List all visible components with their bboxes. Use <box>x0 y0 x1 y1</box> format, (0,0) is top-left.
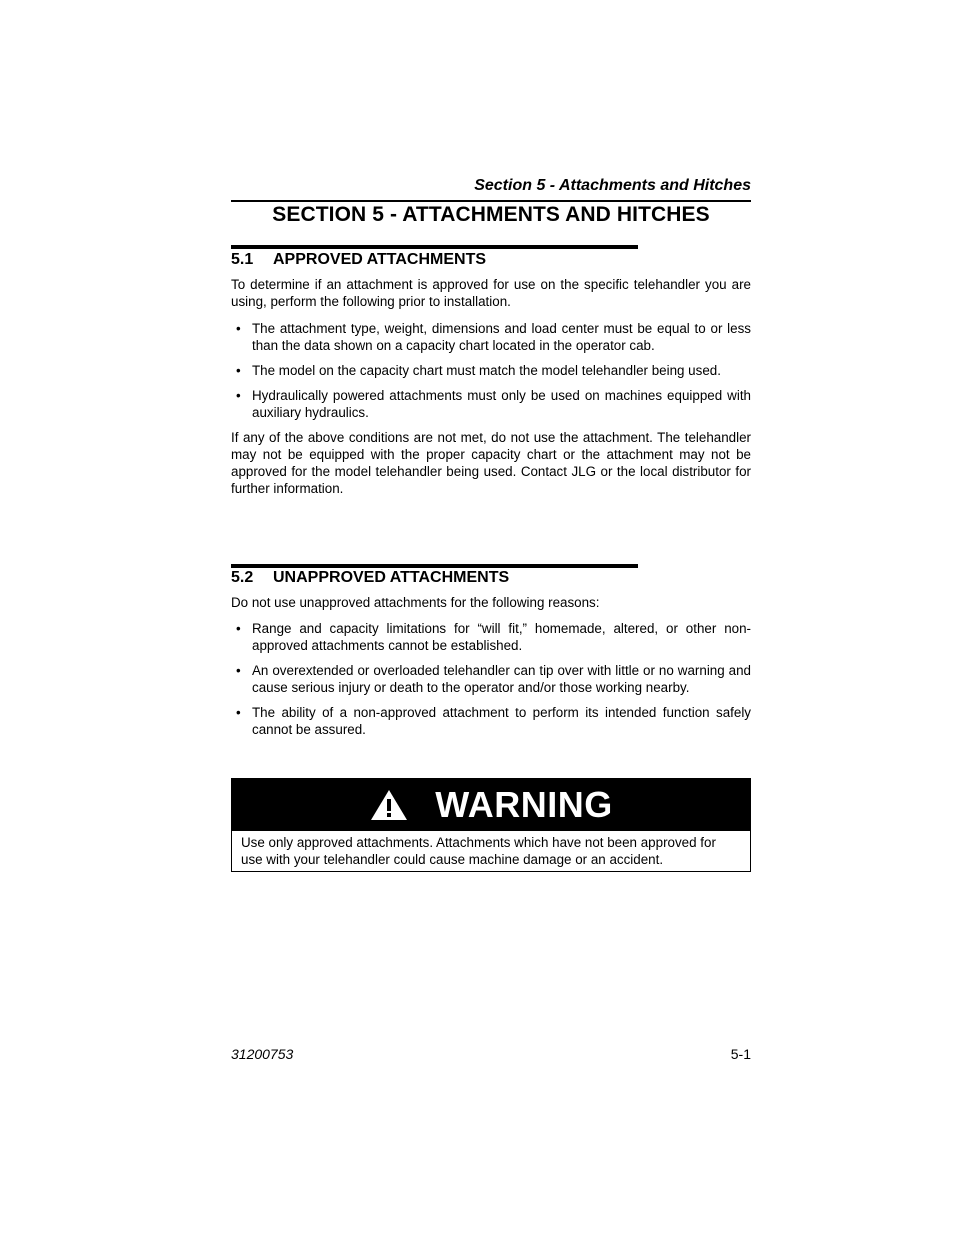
bullet-item <box>231 620 751 654</box>
running-header: Section 5 - Attachments and Hitches <box>474 177 751 194</box>
section-5-1-intro: To determine if an attachment is approved for use on the specific telehandler you are using, perform the following prior to installation. <box>231 277 751 309</box>
bullet-item <box>231 362 751 379</box>
manual-page <box>231 0 751 1235</box>
section-5-1-number: 5.1 <box>231 251 254 268</box>
bullet-dot: • <box>236 621 241 636</box>
section-title: SECTION 5 - ATTACHMENTS AND HITCHES <box>272 203 710 226</box>
section-5-2-title: UNAPPROVED ATTACHMENTS <box>273 569 510 586</box>
warning-banner <box>232 779 750 831</box>
bullet-text: Hydraulically powered attachments must only be used on machines equipped with auxiliary hydraulics. <box>252 388 751 420</box>
bullet-dot: • <box>236 363 241 378</box>
bullet-item <box>231 704 751 738</box>
bullet-dot: • <box>236 663 241 678</box>
bullet-item <box>231 662 751 696</box>
bullet-dot: • <box>236 705 241 720</box>
bullet-text: Range and capacity limitations for “will fit,” homemade, altered, or other non-approved attachments cannot be established. <box>252 621 751 653</box>
section-5-1-title: APPROVED ATTACHMENTS <box>273 251 487 268</box>
header-rule <box>231 200 751 202</box>
section-5-2-number: 5.2 <box>231 569 254 586</box>
page-number: 5-1 <box>730 1046 751 1062</box>
warning-text: Use only approved attachments. Attachments which have not been approved for use with your telehandler could cause machine damage or an accident. <box>241 835 716 867</box>
section-5-2-heading <box>231 569 509 587</box>
bullet-dot: • <box>236 388 241 403</box>
bullet-text: The model on the capacity chart must match the model telehandler being used. <box>252 363 721 378</box>
bullet-text: An overextended or overloaded telehandler can tip over with little or no warning and cause serious injury or death to the operator and/or those working nearby. <box>252 663 751 695</box>
section-5-1-rule <box>231 245 638 249</box>
bullet-item <box>231 387 751 421</box>
warning-box <box>231 778 751 872</box>
bullet-dot: • <box>236 321 241 336</box>
section-5-1-closing: If any of the above conditions are not met, do not use the attachment. The telehandler may not be equipped with the proper capacity chart or the attachment may not be approved for the model telehandler being used. Contact JLG or the local distributor for further information. <box>231 430 751 496</box>
warning-label: WARNING <box>435 784 613 825</box>
section-5-2-rule <box>231 564 638 568</box>
section-5-2-intro: Do not use unapproved attachments for the following reasons: <box>231 595 600 610</box>
section-5-1-heading <box>231 251 486 269</box>
warning-triangle-icon <box>369 788 409 822</box>
bullet-item <box>231 320 751 354</box>
bullet-text: The attachment type, weight, dimensions and load center must be equal to or less than the data shown on a capacity chart located in the operator cab. <box>252 321 751 353</box>
document-number: 31200753 <box>231 1046 294 1062</box>
bullet-text: The ability of a non-approved attachment to perform its intended function safely cannot be assured. <box>252 705 751 737</box>
